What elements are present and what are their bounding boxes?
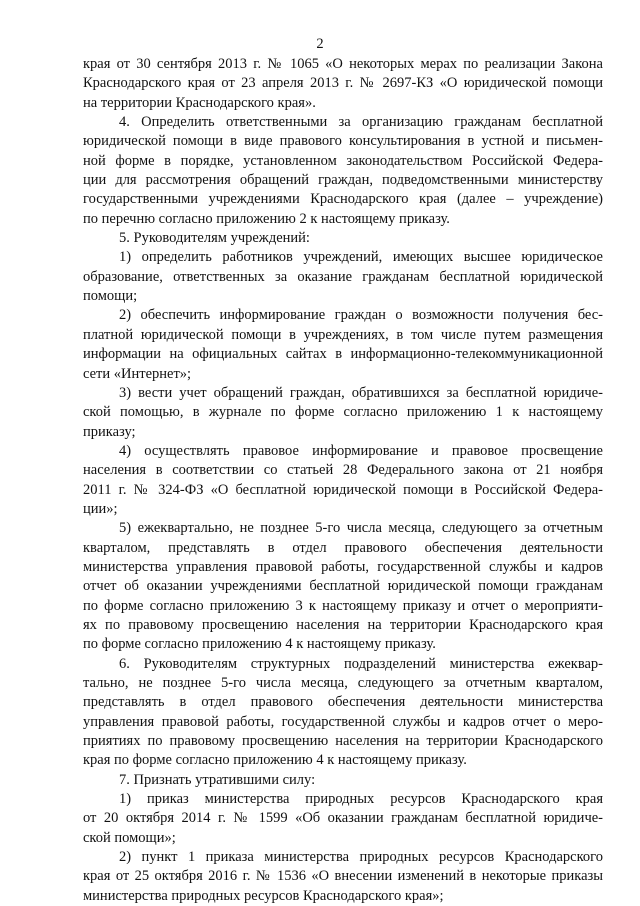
text-line: 4) осуществлять правовое информирование и правовое просвещение — [119, 442, 603, 459]
text-line: по форме согласно приложению 3 к настоящему приказу и отчет о мероприяти- — [83, 597, 603, 614]
text-line: 5. Руководителям учреждений: — [119, 230, 310, 247]
text-line: представлять в отдел правового обеспечения деятельности министерства — [83, 694, 603, 711]
text-line: платной юридической помощи в учреждениях, в том числе путем размещения — [83, 326, 603, 343]
text-line: министерства управления правовой работы, государственной службы и кадров — [83, 558, 603, 575]
text-line: ях по правовому просвещению населения на территории Краснодарского края — [83, 616, 603, 633]
text-line: от 20 октября 2014 г. № 1599 «Об оказании гражданам бесплатной юридиче- — [83, 810, 603, 827]
text-line: 3) вести учет обращений граждан, обратившихся за бесплатной юридиче- — [119, 384, 603, 401]
text-line: населения в соответствии со статьей 28 Федерального закона от 21 ноября — [83, 462, 603, 479]
text-line: 6. Руководителям структурных подразделений министерства ежеквар- — [119, 655, 603, 672]
text-line: управления правовой работы, государственной службы и кадров отчет о меро- — [83, 713, 603, 730]
text-line: ции»; — [83, 500, 118, 517]
text-line: края от 25 октября 2016 г. № 1536 «О внесении изменений в некоторые приказы — [83, 868, 603, 885]
text-line: 4. Определить ответственными за организацию гражданам бесплатной — [119, 114, 603, 131]
text-line: ской помощью, в журнале по форме согласно приложению 1 к настоящему — [83, 404, 603, 421]
text-line: 1) определить работников учреждений, имеющих высшее юридическое — [119, 249, 603, 266]
text-line: по форме согласно приложению 4 к настоящему приказу. — [83, 636, 436, 653]
text-line: министерства природных ресурсов Краснодарского края»; — [83, 887, 444, 904]
text-line: ной форме в порядке, установленном законодательством Российской Федера- — [83, 152, 603, 169]
text-line: 2) обеспечить информирование граждан о возможности получения бес- — [119, 307, 603, 324]
text-line: 2) пункт 1 приказа министерства природных ресурсов Краснодарского — [119, 849, 603, 866]
text-line: приятиях по правовому просвещению населения на территории Краснодарского — [83, 733, 603, 750]
text-line: края от 30 сентября 2013 г. № 1065 «О некоторых мерах по реализации Закона — [83, 56, 603, 72]
text-line: тально, не позднее 5-го числа месяца, следующего за отчетным кварталом, — [83, 675, 603, 691]
text-line: приказу; — [83, 423, 136, 440]
text-line: Краснодарского края от 23 апреля 2013 г. № 2697-КЗ «О юридической помощи — [83, 75, 603, 92]
text-line: 2011 г. № 324-ФЗ «О бесплатной юридической помощи в Российской Федера- — [83, 481, 603, 498]
text-line: государственными учреждениями Краснодарского края (далее – учреждение) — [83, 191, 603, 208]
text-line: 7. Признать утратившими силу: — [119, 771, 316, 788]
text-line: 1) приказ министерства природных ресурсов Краснодарского края — [119, 791, 603, 808]
text-line: края по форме согласно приложению 4 к настоящему приказу. — [83, 752, 467, 769]
text-line: сети «Интернет»; — [83, 365, 192, 382]
document-body — [83, 55, 603, 906]
text-line: 5) ежеквартально, не позднее 5-го числа месяца, следующего за отчетным — [119, 520, 603, 537]
text-line: отчет об оказании учреждениями бесплатной юридической помощи гражданам — [83, 578, 603, 595]
text-line: ской помощи»; — [83, 829, 176, 846]
page-number: 2 — [316, 36, 324, 52]
text-line: информации на официальных сайтах в информационно-телекоммуникационной — [83, 346, 603, 363]
text-line: ции для рассмотрения обращений граждан, подведомственными министерству — [83, 172, 603, 189]
text-line: юридической помощи в виде правового консультирования в устной и письмен- — [83, 133, 603, 150]
text-line: по перечню согласно приложению 2 к настоящему приказу. — [83, 210, 450, 227]
text-line: на территории Краснодарского края». — [83, 94, 316, 111]
text-line: образование, ответственных за оказание гражданам бесплатной юридической — [83, 268, 603, 285]
text-line: кварталом, представлять в отдел правового обеспечения деятельности — [83, 539, 603, 556]
text-line: помощи; — [83, 288, 138, 305]
